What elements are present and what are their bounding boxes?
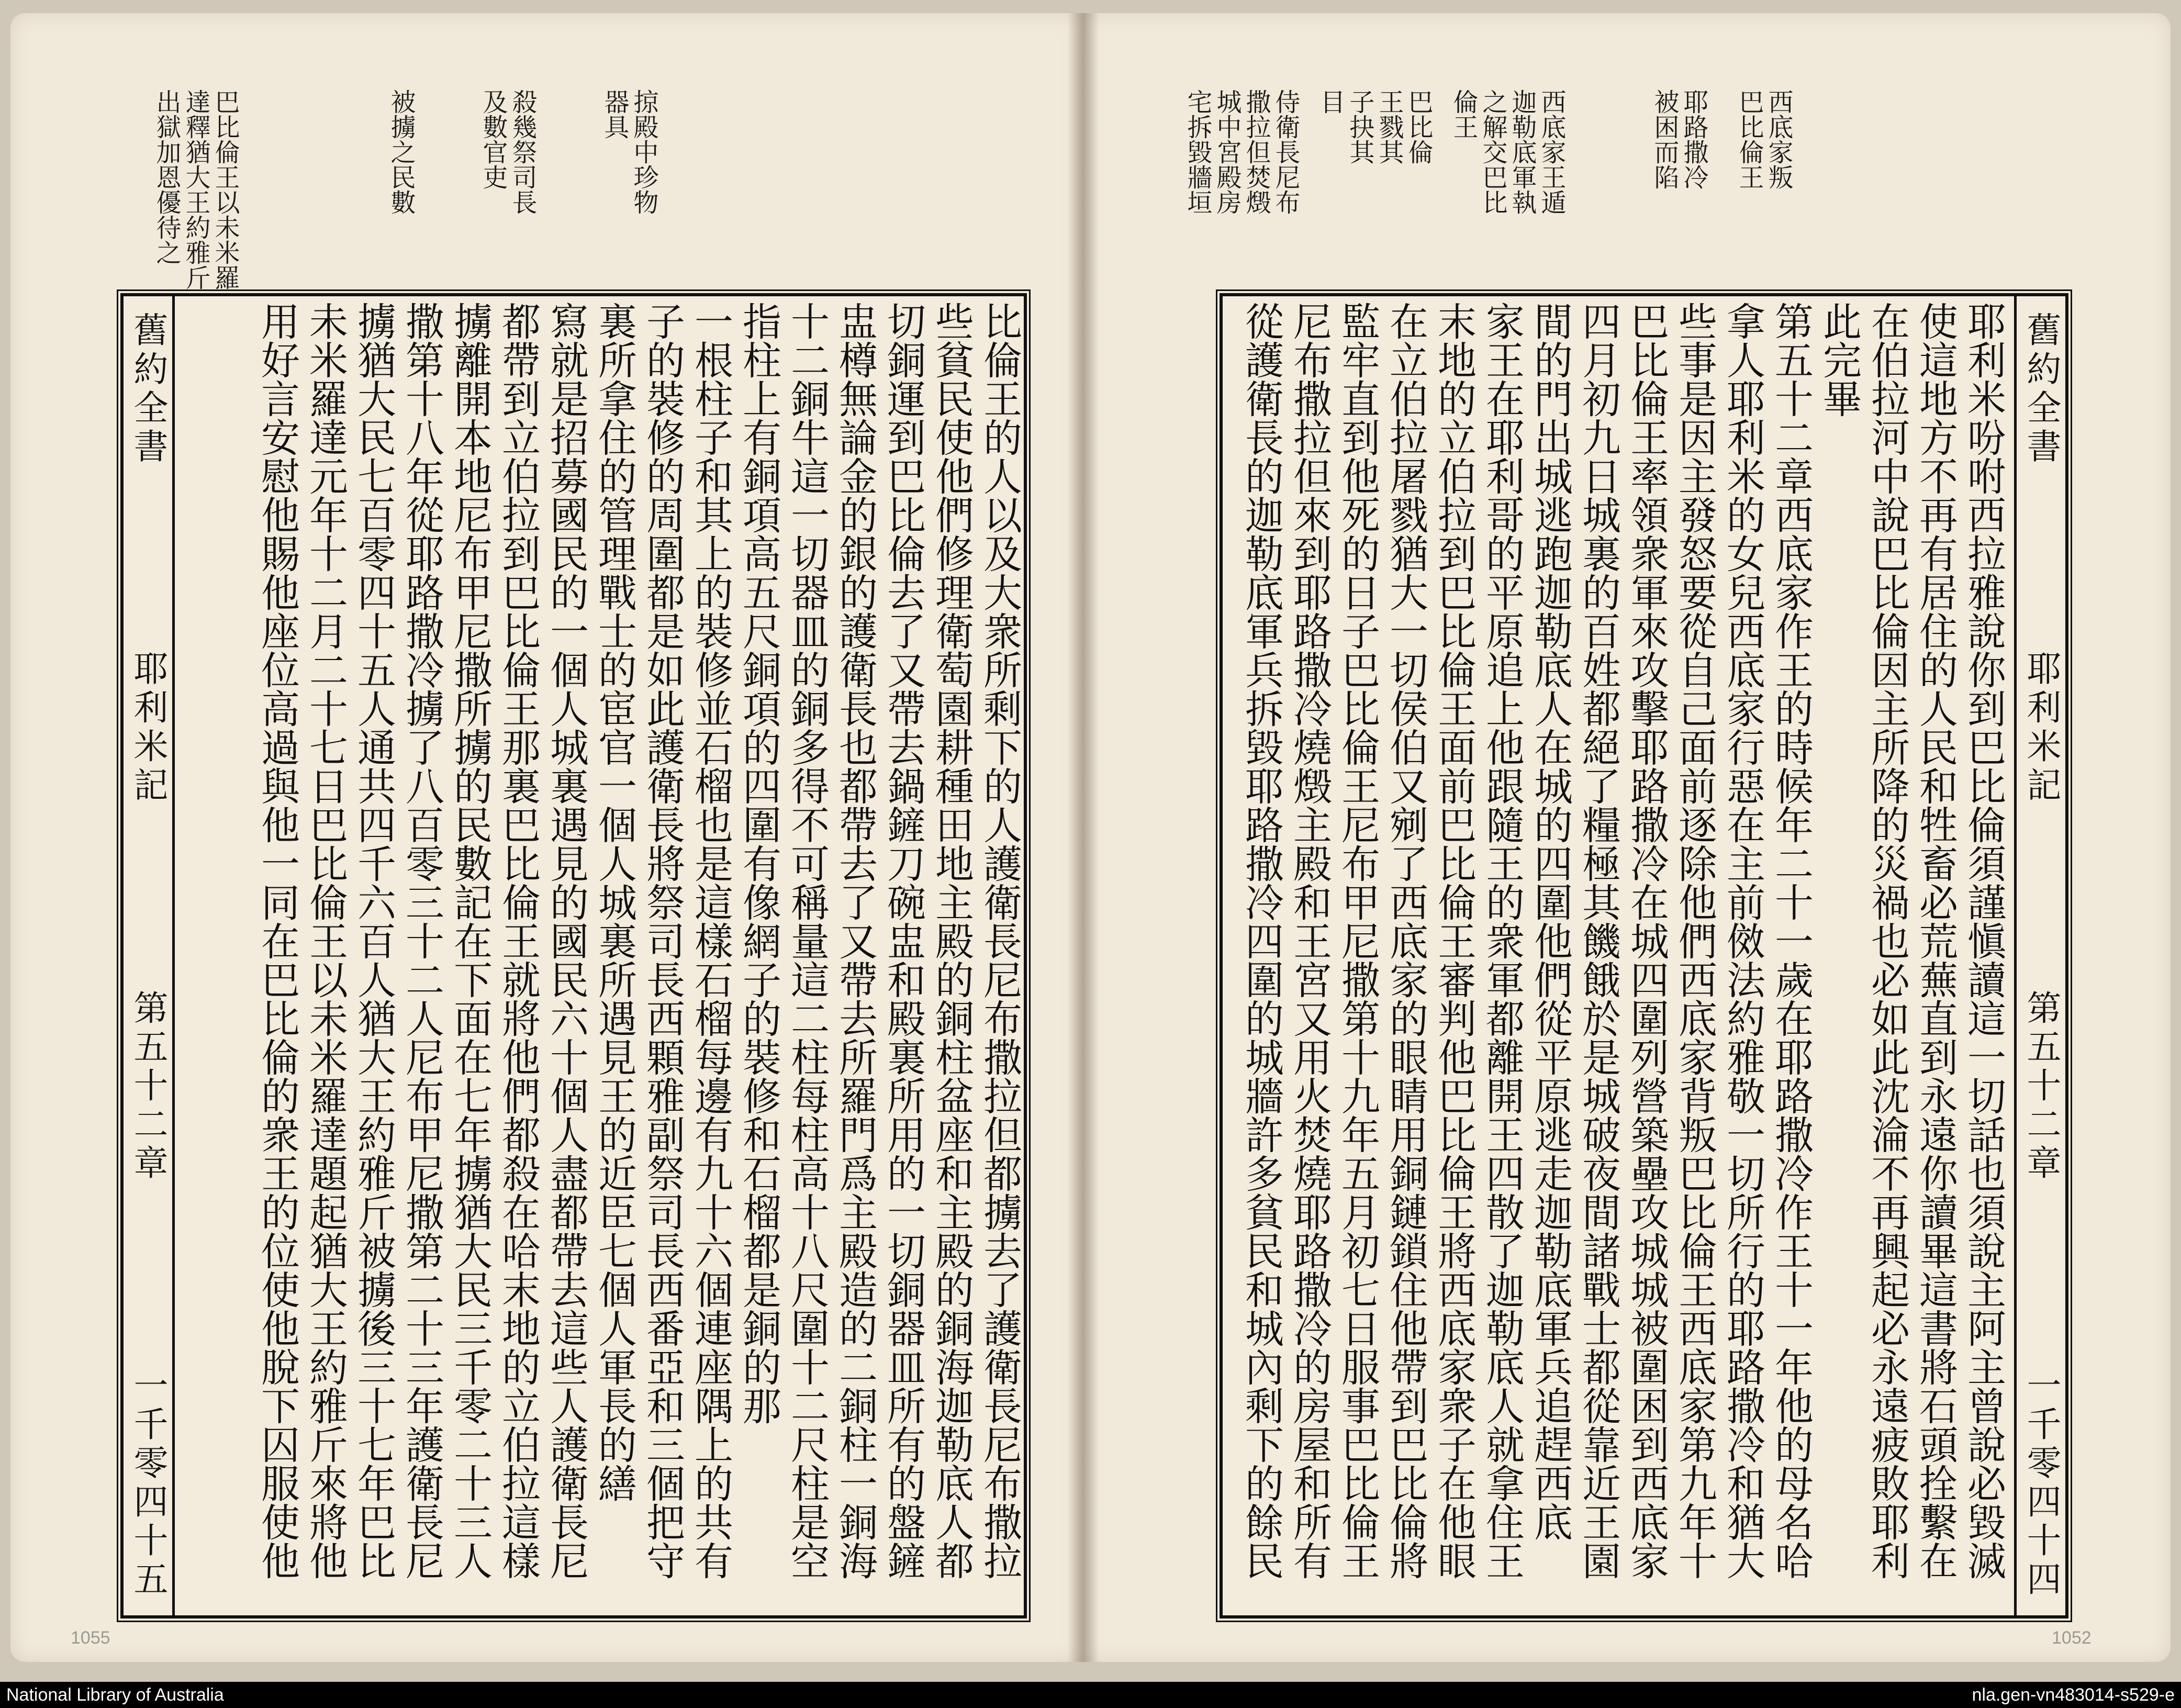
text-column: 使這地方不再有居住的人民和牲畜必荒蕪直到永遠你讀畢這書將石頭拴繫在 <box>1913 302 1958 1580</box>
text-column: 間的門出城逃跑迦勒底人在城的四圍他們從平原逃走迦勒底軍兵追趕西底 <box>1528 302 1573 1541</box>
text-column: 第五十二章西底家作王的時候年二十一歲在耶路撒冷作王十一年他的母名哈 <box>1769 302 1814 1580</box>
margin-note: 西底家王遁迦勒底軍執之解交巴比倫王 <box>1449 89 1566 215</box>
text-column: 在伯拉河中說巴比倫因主所降的災禍也必如此沈淪不再興起必永遠疲敗耶利 <box>1865 302 1910 1580</box>
text-column: 盅樽無論金的銀的護衛長也都帶去了又帶去所羅門爲主殿造的二銅柱一銅海 <box>833 302 878 1580</box>
left-running-header <box>124 296 175 1615</box>
right-text-frame <box>1220 293 2068 1618</box>
text-column: 寫就是招募國民的一個人城裏遇見的國民六十個人盡都帶去這些人護衛長尼 <box>544 302 589 1580</box>
right-text-columns <box>1223 302 2008 1610</box>
text-column: 切銅運到巴比倫去了又帶去鍋鏟刀碗盅和殿裏所用的一切銅器皿所有的盤鏟 <box>881 302 926 1580</box>
text-column: 從護衛長的迦勒底軍兵拆毀耶路撒冷四圍的城牆許多貧民和城內剩下的餘民 <box>1239 302 1284 1580</box>
text-column: 些事是因主發怒要從自己面前逐除他們西底家背叛巴比倫王西底家第九年十 <box>1672 302 1717 1580</box>
right-page <box>1081 13 2171 1662</box>
margin-note: 掠殿中珍物器具 <box>600 89 658 215</box>
text-column: 比倫王的人以及大衆所剩下的人護衛長尼布撒拉但都擄去了護衛長尼布撒拉 <box>977 302 1022 1580</box>
margin-note: 巴比倫王戮其子抉其目 <box>1316 89 1433 164</box>
text-column: 末地的立伯拉到巴比倫王面前巴比倫王審判他巴比倫王將西底家衆子在他眼 <box>1431 302 1477 1580</box>
text-column: 裏所拿住的管理戰士的宦官一個人城裏所遇見王的近臣七個人軍長的繕 <box>592 302 637 1502</box>
book-name: 耶利米記 <box>128 651 168 806</box>
text-column: 擄猶大民七百零四十五人通共四千六百人猶大王約雅斤被擄後三十七年巴比 <box>351 302 396 1580</box>
text-column: 拿人耶利米的女兒西底家行惡在主前傚法約雅敬一切所行的耶路撒冷和猶大 <box>1720 302 1765 1580</box>
margin-note: 被擄之民數 <box>386 89 416 215</box>
chapter-label: 第五十二章 <box>128 989 168 1184</box>
book-name: 耶利米記 <box>2021 651 2061 806</box>
page-number: 一千零四十五 <box>128 1367 168 1600</box>
text-column: 都帶到立伯拉到巴比倫王那裏巴比倫王就將他們都殺在哈末地的立伯拉這樣 <box>496 302 541 1580</box>
pencil-mark: 1052 <box>2052 1628 2091 1648</box>
margin-note: 耶路撒冷被困而陷 <box>1650 89 1708 189</box>
text-column: 耶利米吩咐西拉雅說你到巴比倫須謹愼讀這一切話也須說主阿主曾說必毀滅 <box>1961 302 2006 1580</box>
book-spread <box>10 13 2171 1662</box>
left-text-columns <box>181 302 1024 1610</box>
library-credit: National Library of Australia <box>6 1685 224 1705</box>
margin-note: 西底家叛巴比倫王 <box>1735 89 1793 189</box>
margin-note: 殺幾祭司長及數官吏 <box>478 89 537 215</box>
text-column: 子的裝修的周圍都是如此護衛長將祭司長西顆雅副祭司長西番亞和三個把守 <box>640 302 685 1580</box>
text-column: 用好言安慰他賜他座位高過與他一同在巴比倫的衆王的位使他脫下囚服使他 <box>255 302 300 1580</box>
text-column: 監牢直到他死的日子巴比倫王尼布甲尼撒第十九年五月初七日服事巴比倫王 <box>1335 302 1380 1580</box>
left-text-frame <box>120 293 1027 1618</box>
left-page <box>10 13 1081 1662</box>
text-column: 指柱上有銅項高五尺銅項的四圍有像網子的裝修和石榴都是銅的那 <box>736 302 781 1425</box>
footer-bar <box>0 1682 2181 1708</box>
text-column: 家王在耶利哥的平原追上他跟隨王的衆軍都離開王四散了迦勒底人就拿住王 <box>1480 302 1525 1580</box>
text-column: 些貧民使他們修理衛萄園耕種田地主殿的銅柱盆座和主殿的銅海迦勒底人都 <box>929 302 974 1580</box>
text-column: 撒第十八年從耶路撒冷擄了八百零三十二人尼布甲尼撒第二十三年護衛長尼 <box>399 302 444 1580</box>
item-identifier: nla.gen-vn483014-s529-e <box>1972 1685 2175 1705</box>
text-column: 十二銅牛這一切器皿的銅多得不可稱量這二柱每柱高十八尺圍十二尺柱是空 <box>785 302 830 1580</box>
book-title: 舊約全書 <box>2021 312 2061 467</box>
pencil-mark: 1055 <box>71 1628 110 1648</box>
text-column: 巴比倫王率領衆軍來攻擊耶路撒冷在城四圍列營築壘攻城城被圍困到西底家 <box>1624 302 1669 1580</box>
right-marginal-notes <box>1183 89 1793 225</box>
text-column: 一根柱子和其上的裝修並石榴也是這樣石榴每邊有九十六個連座隅上的共有 <box>688 302 733 1580</box>
text-column: 此完畢 <box>1817 302 1862 418</box>
book-gutter <box>1068 13 1099 1662</box>
chapter-label: 第五十二章 <box>2021 989 2061 1184</box>
margin-note: 侍衛長尼布撒拉但焚燬城中宮殿房宅拆毀牆垣 <box>1183 89 1300 215</box>
text-column: 未米羅達元年十二月二十七日巴比倫王以未米羅達題起猶大王約雅斤來將他 <box>303 302 348 1580</box>
text-column: 在立伯拉屠戮猶大一切侯伯又剜了西底家的眼睛用銅鏈鎖住他帶到巴比倫將 <box>1383 302 1428 1580</box>
book-title: 舊約全書 <box>128 312 168 467</box>
text-column: 尼布撒拉但來到耶路撒冷燒燬主殿和王宮又用火焚燒耶路撒冷的房屋和所有 <box>1287 302 1332 1580</box>
page-number: 一千零四十四 <box>2021 1367 2061 1600</box>
text-column: 擄離開本地尼布甲尼撒所擄的民數記在下面在七年擄猶大民三千零二十三人 <box>448 302 493 1580</box>
text-column: 四月初九日城裏的百姓都絕了糧極其饑餓於是城破夜間諸戰士都從靠近王園 <box>1576 302 1621 1580</box>
left-marginal-notes <box>152 89 658 290</box>
right-running-header <box>2014 296 2065 1615</box>
margin-note: 巴比倫王以未米羅達釋猶大王約雅斤出獄加恩優待之 <box>152 89 240 290</box>
